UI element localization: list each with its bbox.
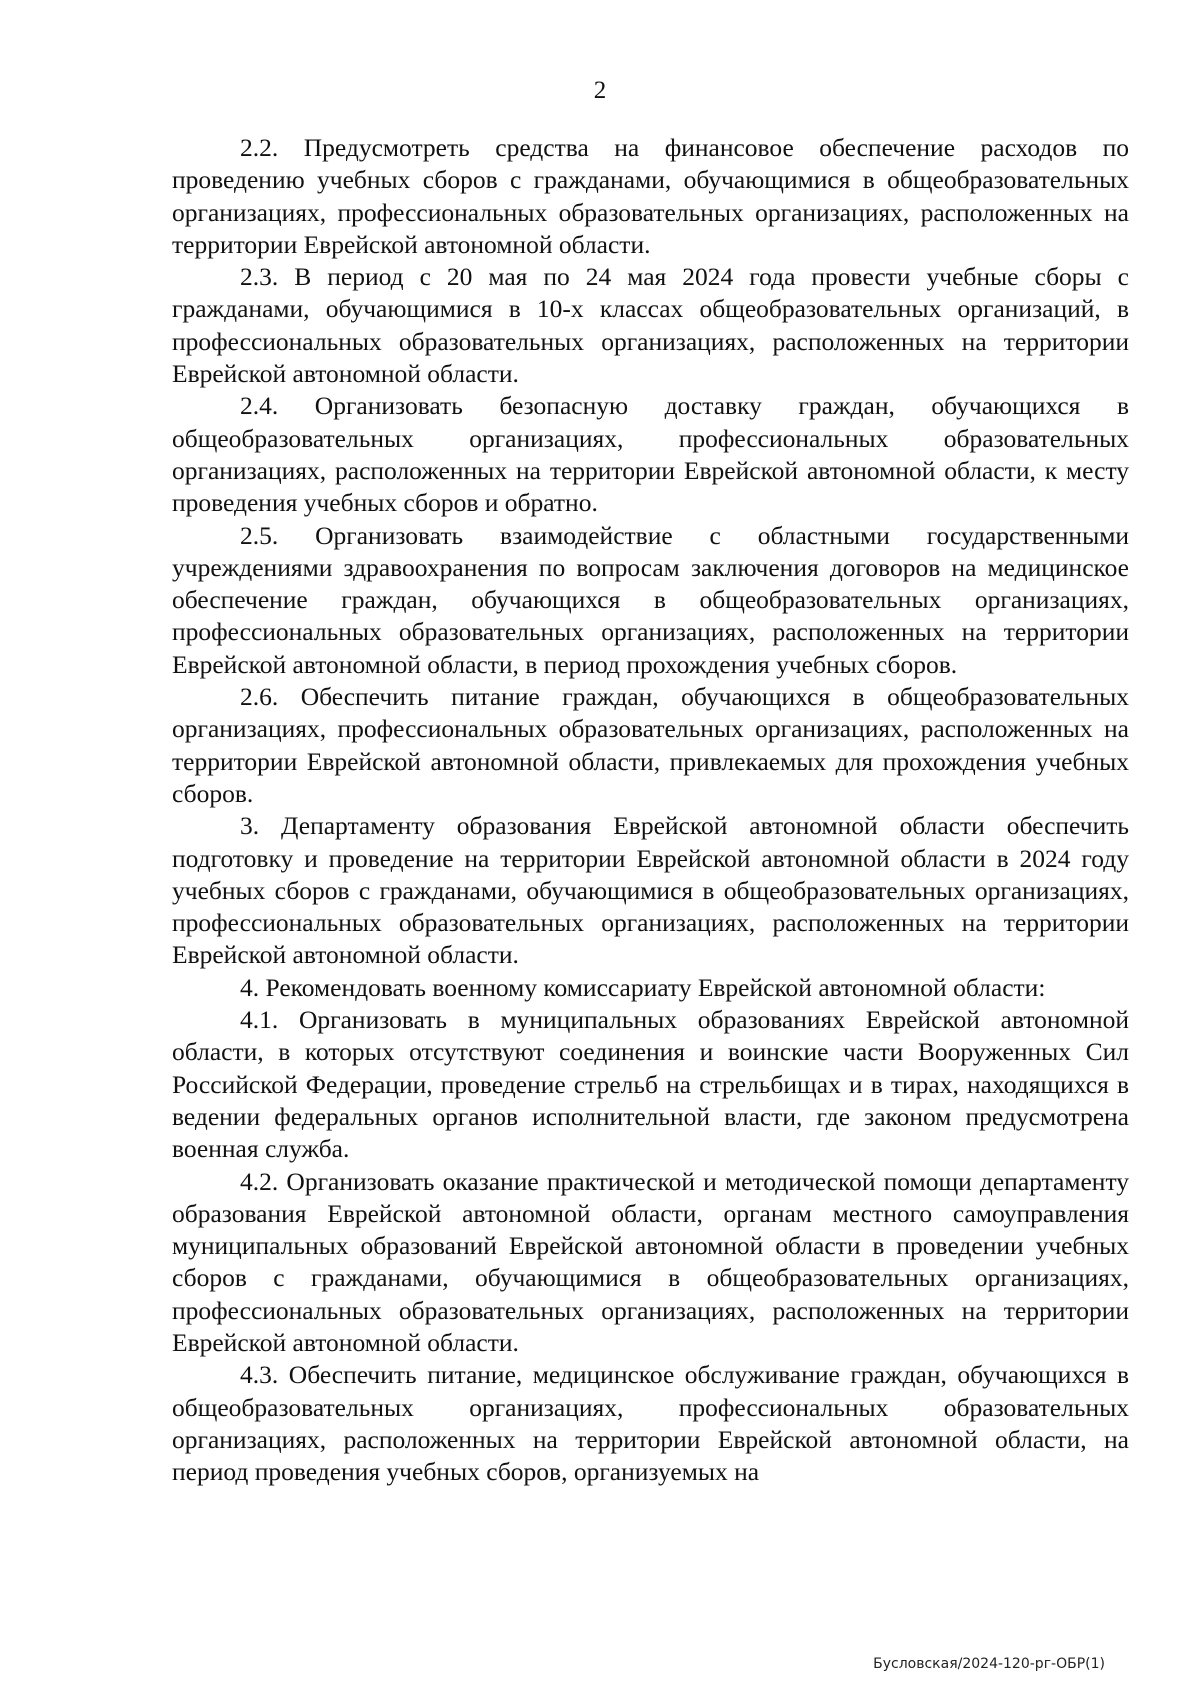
paragraph-3: 3. Департаменту образования Еврейской автономной области обеспечить подготовку и проведение на территории Еврейской автономной области в 2024 году учебных сборов с гражданами, обучающимися в общеобразовательных организациях, профессиональных образовательных организациях, расположенных на территории Еврейской автономной области. [172,811,1129,970]
document-body [172,132,1129,1488]
paragraph-2-5: 2.5. Организовать взаимодействие с областными государственными учреждениями здравоохранения по вопросам заключения договоров на медицинское обеспечение граждан, обучающихся в общеобразовательных организациях, профессиональных образовательных организациях, расположенных на территории Еврейской автономной области, в период прохождения учебных сборов. [172,520,1129,679]
paragraph-4-1: 4.1. Организовать в муниципальных образованиях Еврейской автономной области, в которых отсутствуют соединения и воинские части Вооруженных Сил Российской Федерации, проведение стрельб на стрельбищах и в тирах, находящихся в ведении федеральных органов исполнительной власти, где законом предусмотрена военная служба. [172,1005,1129,1164]
paragraph-4-2: 4.2. Организовать оказание практической и методической помощи департаменту образования Еврейской автономной области, органам местного самоуправления муниципальных образований Еврейской автономной области в проведении учебных сборов с гражданами, обучающимися в общеобразовательных организациях, профессиональных образовательных организациях, расположенных на территории Еврейской автономной области. [172,1166,1129,1357]
paragraph-2-3: 2.3. В период с 20 мая по 24 мая 2024 года провести учебные сборы с гражданами, обучающимися в 10-х классах общеобразовательных организаций, в профессиональных образовательных организациях, расположенных на территории Еврейской автономной области. [172,262,1129,389]
document-footer-code: Бусловская/2024-120-рг-ОБР(1) [873,1656,1105,1672]
paragraph-4: 4. Рекомендовать военному комиссариату Еврейской автономной области: [240,972,1046,1002]
page-number: 2 [593,77,607,104]
paragraph-4-3: 4.3. Обеспечить питание, медицинское обслуживание граждан, обучающихся в общеобразовательных организациях, профессиональных образовательных организациях, расположенных на территории Еврейской автономной области, на период проведения учебных сборов, организуемых на [172,1360,1129,1487]
paragraph-2-6: 2.6. Обеспечить питание граждан, обучающихся в общеобразовательных организациях, профессиональных образовательных организациях, расположенных на территории Еврейской автономной области, привлекаемых для прохождения учебных сборов. [172,682,1129,808]
paragraph-2-4: 2.4. Организовать безопасную доставку граждан, обучающихся в общеобразовательных организациях, профессиональных образовательных организациях, расположенных на территории Еврейской автономной области, к месту проведения учебных сборов и обратно. [172,391,1129,518]
paragraph-2-2: 2.2. Предусмотреть средства на финансовое обеспечение расходов по проведению учебных сборов с гражданами, обучающимися в общеобразовательных организациях, профессиональных образовательных организациях, расположенных на территории Еврейской автономной области. [172,133,1129,259]
